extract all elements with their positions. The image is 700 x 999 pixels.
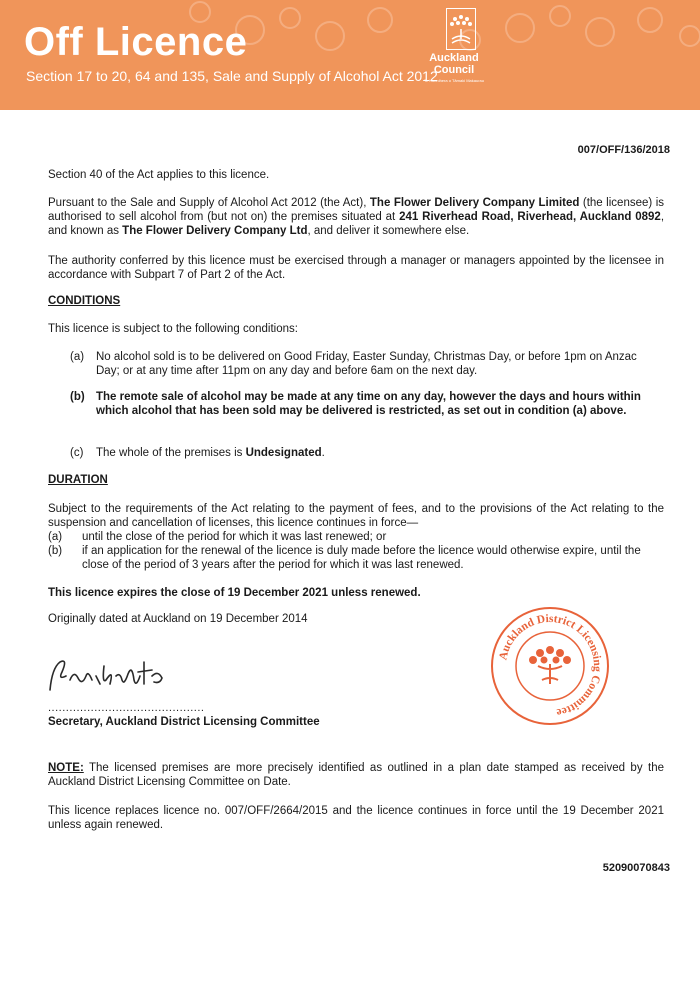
- signature-line: ............................................: [48, 702, 205, 714]
- section40-text: Section 40 of the Act applies to this licence.: [48, 169, 270, 181]
- premises-address: 241 Riverhead Road, Riverhead, Auckland 0892: [399, 211, 661, 223]
- page-title: Off Licence: [24, 20, 248, 64]
- document-number: 52090070843: [602, 862, 670, 874]
- seal-text: Auckland District Licensing Committee: [497, 612, 604, 719]
- licensee-name: The Flower Delivery Company Limited: [369, 197, 580, 209]
- reference-number: 007/OFF/136/2018: [577, 144, 670, 156]
- header-banner: [0, 0, 700, 110]
- note-label: NOTE:: [48, 762, 84, 774]
- signature: [44, 650, 174, 700]
- duration-heading: DURATION: [48, 474, 108, 486]
- logo-text: Auckland Council: [429, 52, 479, 76]
- authorisation-paragraph: Pursuant to the Sale and Supply of Alcohol Act 2012 (the Act), The Flower Delivery Company Limited (the licensee) is authorised to sell alcohol from (but not on) the premises situated at 241 Riverhead Road, Riverhead, Auckland 0892, and known as The Flower Delivery Company Ltd, and deliver it somewhere else.: [48, 197, 665, 237]
- dated-statement: Originally dated at Auckland on 19 December 2014: [48, 613, 308, 625]
- premises-name: The Flower Delivery Company Ltd: [122, 225, 308, 237]
- signatory-title: Secretary, Auckland District Licensing Committee: [48, 716, 320, 728]
- condition-b: (b) The remote sale of alcohol may be made at any time on any day, however the days and hours within which alcohol that has been sold may be delivered is restricted, as set out in condition (a) above.: [70, 391, 641, 417]
- auckland-council-logo: [420, 4, 488, 104]
- duration-intro: Subject to the requirements of the Act relating to the payment of fees, and to the provisions of the Act relating to the suspension and cancellation of licenses, this licence continues in force—: [48, 503, 664, 529]
- seal-flower-icon: [529, 646, 571, 664]
- condition-a: (a) No alcohol sold is to be delivered on Good Friday, Easter Sunday, Christmas Day, or before 1pm on Anzac Day; or at any time after 11pm on any day and before 6am on the next day.: [70, 351, 637, 377]
- replaces-paragraph: This licence replaces licence no. 007/OFF/2664/2015 and the licence continues in force until the 19 December 2021 unless again renewed.: [48, 805, 664, 831]
- authority-paragraph: The authority conferred by this licence must be exercised through a manager or managers appointed by the licensee in accordance with Subpart 7 of Part 2 of the Act.: [48, 255, 664, 281]
- expiry-statement: This licence expires the close of 19 December 2021 unless renewed.: [48, 587, 421, 599]
- page-subtitle: Section 17 to 20, 64 and 135, Sale and Supply of Alcohol Act 2012: [26, 68, 438, 84]
- conditions-heading: CONDITIONS: [48, 295, 121, 307]
- note-paragraph: NOTE: The licensed premises are more precisely identified as outlined in a plan date stamped as received by the Auckland District Licensing Committee on Date.: [48, 762, 664, 788]
- committee-seal: [488, 604, 612, 728]
- conditions-intro: This licence is subject to the following conditions:: [48, 323, 298, 335]
- logo-tagline: Te Kaunihera o Tāmaki Makaurau: [424, 78, 484, 83]
- duration-item-b: (b) if an application for the renewal of the licence is duly made before the licence would otherwise expire, until the close of the period of 3 years after the period for which it was last renewed.: [48, 545, 641, 571]
- logo-frame: [446, 8, 476, 50]
- condition-c: (c) The whole of the premises is Undesignated.: [70, 447, 325, 459]
- flower-icon: [447, 9, 475, 49]
- duration-item-a: (a) until the close of the period for which it was last renewed; or: [48, 531, 387, 543]
